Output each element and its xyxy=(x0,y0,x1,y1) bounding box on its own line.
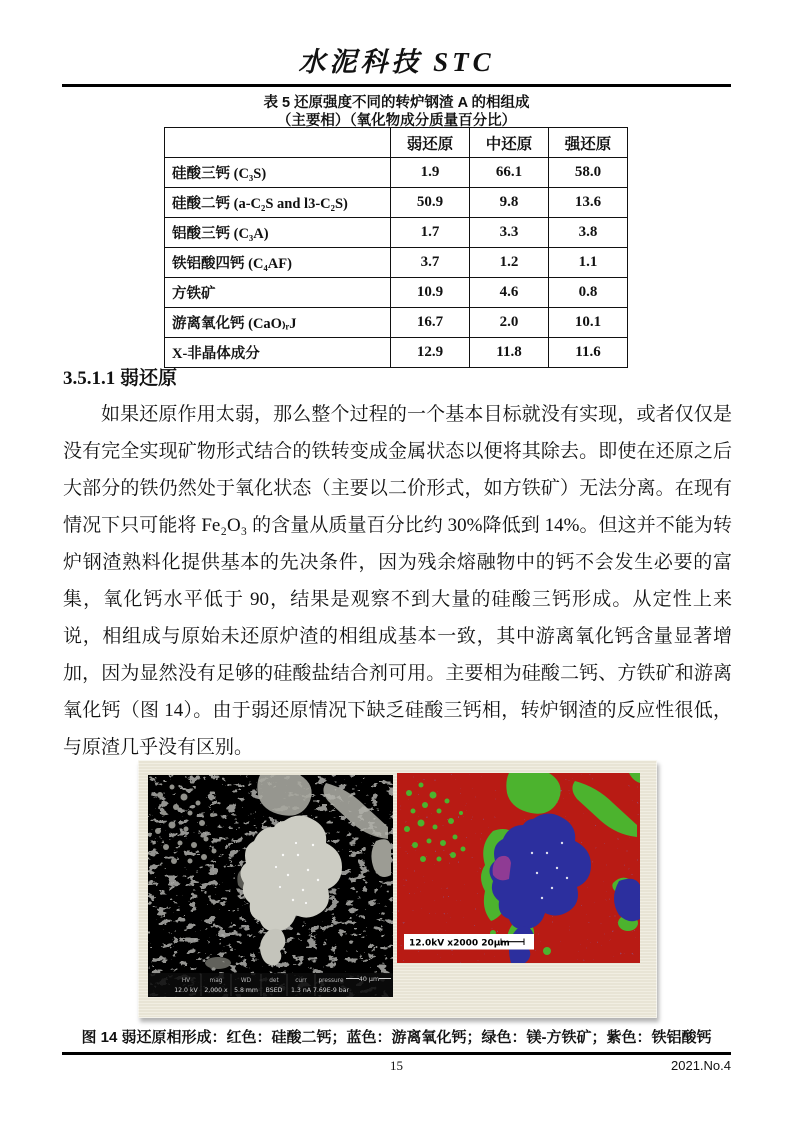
phase-label: 游离氧化钙 (CaO₎ᵣJ xyxy=(165,308,391,338)
value-cell: 1.7 xyxy=(391,218,470,248)
svg-text:WD: WD xyxy=(240,978,252,984)
svg-text:2,000 x: 2,000 x xyxy=(204,987,228,994)
value-cell: 12.9 xyxy=(391,338,470,368)
value-cell: 13.6 xyxy=(549,188,628,218)
section-heading: 3.5.1.1 弱还原 xyxy=(63,368,178,389)
value-cell: 2.0 xyxy=(470,308,549,338)
table-row xyxy=(165,158,628,188)
table-corner-cell xyxy=(165,128,391,158)
value-cell: 11.8 xyxy=(470,338,549,368)
page-number: 15 xyxy=(390,1058,403,1073)
svg-text:pressure: pressure xyxy=(318,978,344,984)
phase-label: X-非晶体成分 xyxy=(165,338,391,368)
value-cell: 9.8 xyxy=(470,188,549,218)
table-row xyxy=(165,188,628,218)
value-cell: 10.1 xyxy=(549,308,628,338)
value-cell: 3.8 xyxy=(549,218,628,248)
body-paragraph: 如果还原作用太弱，那么整个过程的一个基本目标就没有实现，或者仅仅是没有完全实现矿物形式结合的铁转变成金属状态以便将其除去。即使在还原之后大部分的铁仍然处于氧化状态（主要以二价形式，如方铁矿）无法分离。在现有情况下只可能将 Fe₂O₃ 的含量从质量百分比约 30%降低到 14%。但这并不能为转炉钢渣熟料化提供基本的先决条件，因为残余熔融物中的钙不会发生必要的富集，氧化钙水平低于 90，结果是观察不到大量的硅酸三钙形成。从定性上来说，相组成与原始未还原炉渣的相组成基本一致，其中游离氧化钙含量显著增加，因为显然没有足够的硅酸盐结合剂可用。主要相为硅酸二钙、方铁矿和游离氧化钙（图 14）。由于弱还原情况下缺乏硅酸三钙相，转炉钢渣的反应性很低，与原渣几乎没有区别。 xyxy=(63,404,732,758)
table-row xyxy=(165,218,628,248)
column-header-medium: 中还原 xyxy=(470,128,549,158)
svg-text:5.8 mm: 5.8 mm xyxy=(234,987,258,994)
value-cell: 16.7 xyxy=(391,308,470,338)
svg-text:det: det xyxy=(269,978,279,984)
issue-label: 2021.No.4 xyxy=(671,1058,731,1073)
svg-text:curr: curr xyxy=(295,978,307,984)
value-cell: 1.2 xyxy=(470,248,549,278)
svg-text:HV: HV xyxy=(181,978,191,984)
svg-text:12.0 kV: 12.0 kV xyxy=(174,987,198,994)
svg-text:1.3 nA: 1.3 nA xyxy=(291,987,311,994)
table-row xyxy=(165,338,628,368)
value-cell: 3.3 xyxy=(470,218,549,248)
figure-panel xyxy=(138,760,657,1018)
table-row xyxy=(165,278,628,308)
value-cell: 3.7 xyxy=(391,248,470,278)
table-title-line2: （主要相）（氧化物成分质量百分比） xyxy=(276,113,517,129)
footer-rule xyxy=(62,1052,731,1055)
table-header-row xyxy=(165,128,628,158)
table-row xyxy=(165,308,628,338)
figure-caption: 图 14 弱还原相形成：红色：硅酸二钙；蓝色：游离氧化钙；绿色：镁-方铁矿；紫色：铁铝酸钙 xyxy=(81,1029,712,1046)
svg-text:mag: mag xyxy=(209,978,223,984)
svg-text:7.69E-9 bar: 7.69E-9 bar xyxy=(312,987,350,994)
header-rule xyxy=(62,84,731,87)
column-header-strong: 强还原 xyxy=(549,128,628,158)
phase-label: 方铁矿 xyxy=(165,278,391,308)
value-cell: 4.6 xyxy=(470,278,549,308)
value-cell: 10.9 xyxy=(391,278,470,308)
value-cell: 11.6 xyxy=(549,338,628,368)
phase-label: 铁铝酸四钙 (C₄AF) xyxy=(165,248,391,278)
column-header-weak: 弱还原 xyxy=(391,128,470,158)
sem-bse-image xyxy=(148,775,393,997)
svg-text:BSED: BSED xyxy=(265,987,283,994)
value-cell: 50.9 xyxy=(391,188,470,218)
journal-title: 水泥科技 STC xyxy=(298,47,495,77)
value-cell: 66.1 xyxy=(470,158,549,188)
gray-patch-bottom xyxy=(205,957,231,969)
value-cell: 58.0 xyxy=(549,158,628,188)
svg-text:40 μm: 40 μm xyxy=(358,976,380,983)
table-title-line1: 表 5 还原强度不同的转炉钢渣 A 的相组成 xyxy=(263,95,530,111)
phase-label: 硅酸三钙 (C₃S) xyxy=(165,158,391,188)
phase-composition-table xyxy=(164,127,628,368)
value-cell: 1.1 xyxy=(549,248,628,278)
phase-map-label xyxy=(404,934,534,950)
phase-label: 铝酸三钙 (C₃A) xyxy=(165,218,391,248)
svg-text:12.0kV x2000 20μm: 12.0kV x2000 20μm xyxy=(409,938,510,949)
table-row xyxy=(165,248,628,278)
phase-map-image xyxy=(397,773,640,963)
value-cell: 0.8 xyxy=(549,278,628,308)
value-cell: 1.9 xyxy=(391,158,470,188)
sem-info-bar xyxy=(148,973,393,997)
phase-label: 硅酸二钙 (a-C₂S and l3-C₂S) xyxy=(165,188,391,218)
